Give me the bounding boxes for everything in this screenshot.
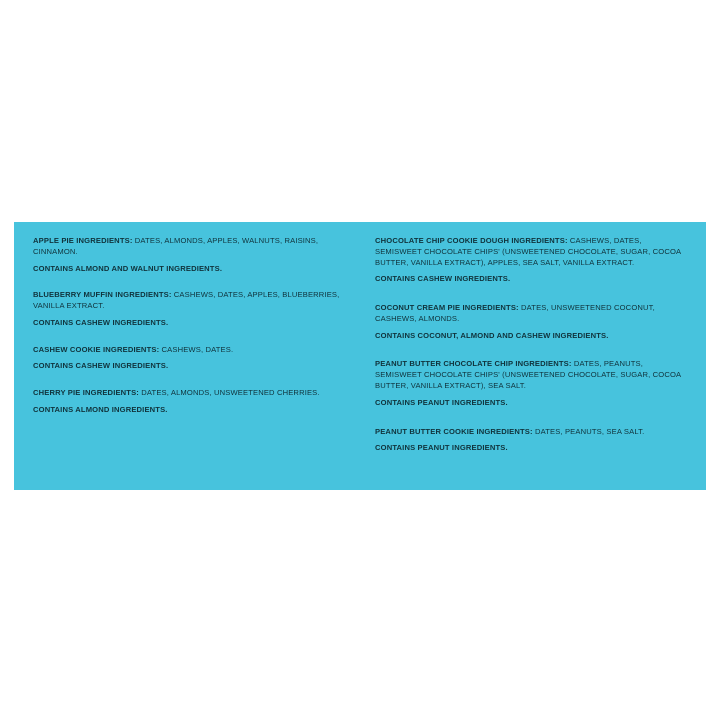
ingredient-lead: CASHEW COOKIE INGREDIENTS: bbox=[33, 344, 160, 354]
ingredient-line bbox=[33, 345, 342, 356]
ingredient-entry-cashew-cookie bbox=[33, 345, 342, 373]
contains-statement: CONTAINS ALMOND AND WALNUT INGREDIENTS. bbox=[33, 263, 223, 273]
contains-statement: CONTAINS PEANUT INGREDIENTS. bbox=[375, 443, 508, 453]
contains-statement: CONTAINS COCONUT, ALMOND AND CASHEW INGREDIENTS. bbox=[375, 330, 609, 340]
ingredient-list: CASHEWS, DATES, SEMISWEET CHOCOLATE CHIPS' (UNSWEETENED CHOCOLATE, SUGAR, COCOA BUTTER, VANILLA EXTRACT), APPLES, SEA SALT, VANILLA EXTRACT. bbox=[375, 236, 681, 267]
ingredient-entry-peanut-butter-cookie bbox=[375, 427, 684, 455]
ingredient-entry-apple-pie bbox=[33, 236, 342, 274]
contains-statement: CONTAINS PEANUT INGREDIENTS. bbox=[375, 397, 508, 407]
ingredient-entry-cherry-pie bbox=[33, 388, 342, 416]
ingredients-panel bbox=[14, 222, 706, 490]
contains-statement: CONTAINS CASHEW INGREDIENTS. bbox=[33, 361, 169, 371]
ingredient-lead: COCONUT CREAM PIE INGREDIENTS: bbox=[375, 303, 519, 313]
ingredient-lead: PEANUT BUTTER COOKIE INGREDIENTS: bbox=[375, 426, 533, 436]
ingredient-list: CASHEWS, DATES. bbox=[159, 344, 234, 354]
ingredient-line bbox=[33, 236, 342, 258]
ingredient-list: CASHEWS, DATES, APPLES, BLUEBERRIES, VANILLA EXTRACT. bbox=[33, 290, 340, 311]
ingredient-line bbox=[375, 236, 684, 268]
ingredient-line bbox=[33, 388, 342, 399]
ingredient-entry-coconut-cream-pie bbox=[375, 303, 684, 341]
ingredient-line bbox=[33, 290, 342, 312]
ingredient-lead: CHERRY PIE INGREDIENTS: bbox=[33, 388, 139, 398]
ingredient-lead: PEANUT BUTTER CHOCOLATE CHIP INGREDIENTS: bbox=[375, 359, 572, 369]
ingredient-line bbox=[375, 427, 684, 438]
ingredient-entry-peanut-butter-chocolate-chip bbox=[375, 359, 684, 408]
ingredient-lead: CHOCOLATE CHIP COOKIE DOUGH INGREDIENTS: bbox=[375, 236, 568, 245]
ingredient-list: DATES, PEANUTS, SEMISWEET CHOCOLATE CHIPS' (UNSWEETENED CHOCOLATE, SUGAR, COCOA BUTTER, VANILLA EXTRACT), SEA SALT. bbox=[375, 359, 681, 391]
ingredients-column-right bbox=[360, 236, 696, 480]
ingredients-columns bbox=[14, 222, 706, 490]
contains-statement: CONTAINS CASHEW INGREDIENTS. bbox=[33, 317, 169, 327]
contains-statement: CONTAINS ALMOND INGREDIENTS. bbox=[33, 405, 168, 415]
ingredient-line bbox=[375, 303, 684, 325]
ingredient-list: DATES, ALMONDS, APPLES, WALNUTS, RAISINS, CINNAMON. bbox=[33, 236, 319, 256]
ingredient-line bbox=[375, 359, 684, 391]
ingredient-list: DATES, ALMONDS, UNSWEETENED CHERRIES. bbox=[138, 388, 320, 398]
ingredient-entry-blueberry-muffin bbox=[33, 290, 342, 328]
ingredient-list: DATES, PEANUTS, SEA SALT. bbox=[532, 426, 645, 436]
ingredient-entry-chocolate-chip-cookie-dough bbox=[375, 236, 684, 285]
ingredient-lead: APPLE PIE INGREDIENTS: bbox=[33, 236, 133, 245]
ingredient-list: DATES, UNSWEETENED COCONUT, CASHEWS, ALMONDS. bbox=[375, 303, 655, 323]
contains-statement: CONTAINS CASHEW INGREDIENTS. bbox=[375, 274, 511, 284]
ingredients-column-left bbox=[24, 236, 360, 480]
ingredient-lead: BLUEBERRY MUFFIN INGREDIENTS: bbox=[33, 290, 172, 300]
